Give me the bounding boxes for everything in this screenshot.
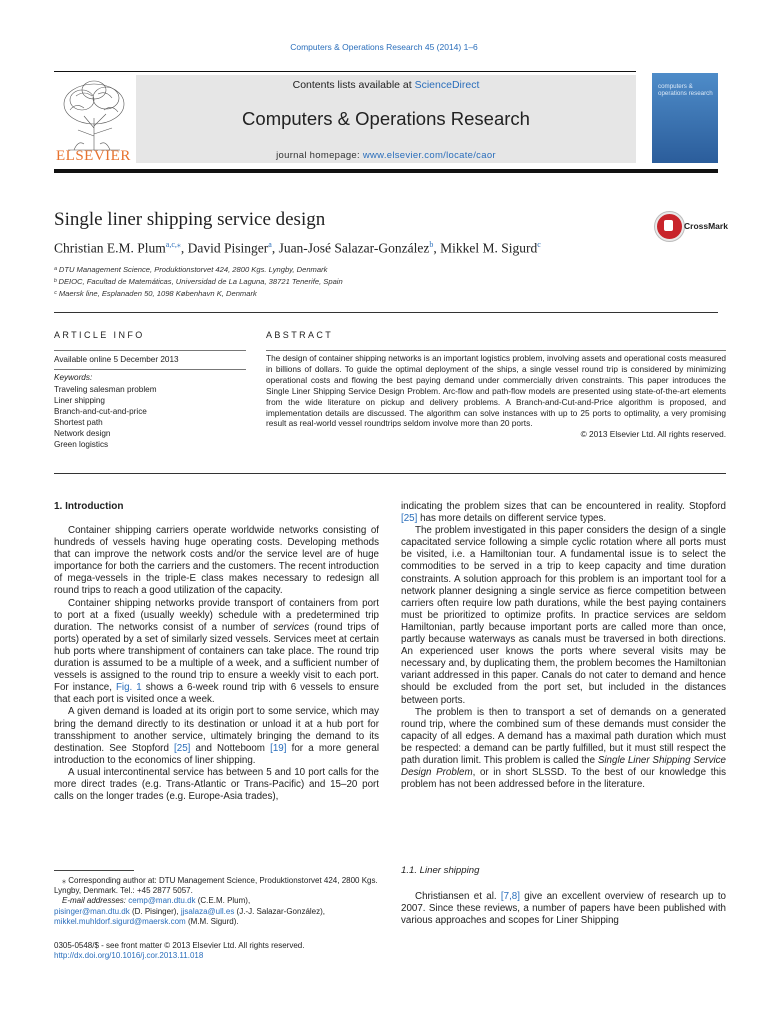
paragraph: The problem is then to transport a set of demands on a generated round trip, where the combined sum of these demands must consider the capacity of all edges. A demand has a maximal path duration which must be respected: a demand can be partly fulfilled, but it must still respect the path duration limit. This problem is called the Single Liner Shipping Service Design Problem, or in short SLSSD. To the best of our knowledge this problem has not been addressed before in the literature. bbox=[401, 706, 726, 791]
author-name: David Pisinger bbox=[187, 240, 269, 256]
issn-line: 0305-0548/$ - see front matter © 2013 Elsevier Ltd. All rights reserved. bbox=[54, 941, 305, 950]
keyword-list bbox=[54, 384, 157, 450]
paragraph: Christiansen et al. [7,8] give an excellent overview of research up to 2007. Since these reviews, a number of papers have been published with various approaches and scopes for Liner Shipping bbox=[401, 891, 726, 927]
top-rule bbox=[54, 71, 636, 72]
sciencedirect-link[interactable]: ScienceDirect bbox=[414, 79, 480, 91]
journal-homepage-link[interactable]: www.elsevier.com/locate/caor bbox=[362, 150, 496, 161]
paragraph: indicating the problem sizes that can be encountered in reality. Stopford [25] has more details on different service types. bbox=[401, 501, 726, 525]
abstract-bottom-rule bbox=[54, 473, 726, 474]
crossmark-icon[interactable] bbox=[655, 212, 684, 241]
author-affil-sup[interactable]: b bbox=[429, 240, 434, 249]
journal-masthead bbox=[136, 75, 636, 163]
reference-link[interactable]: [25] bbox=[174, 742, 191, 754]
footnotes bbox=[54, 876, 380, 927]
email-link[interactable]: jjsalaza@ull.es bbox=[180, 906, 235, 916]
keyword: Branch-and-cut-and-price bbox=[54, 407, 147, 416]
author-affil-sup[interactable]: c bbox=[537, 240, 541, 249]
masthead-rule bbox=[54, 169, 718, 173]
journal-homepage-line: journal homepage: www.elsevier.com/locate/caor bbox=[276, 150, 496, 161]
subsection-heading: 1.1. Liner shipping bbox=[401, 865, 480, 876]
keyword: Network design bbox=[54, 429, 111, 438]
paragraph: Container shipping carriers operate worldwide networks consisting of hundreds of vessels having huge operating costs. Developing methods that can improve the network costs and/or the service level are of huge importance for both the carriers and the customers. The recent introduction of mega-vessels in the triple-E class makes necessary to redesign all round trips to reach a good utilization of the capacity. bbox=[54, 525, 379, 597]
affiliation: ᵃ DTU Management Science, Produktionstorvet 424, 2800 Kgs. Lyngby, Denmark bbox=[54, 265, 328, 274]
journal-cover-thumbnail[interactable] bbox=[652, 73, 718, 163]
reference-link[interactable]: [25] bbox=[401, 513, 418, 525]
journal-citation[interactable]: Computers & Operations Research 45 (2014) 1–6 bbox=[290, 42, 478, 52]
author-name: Christian E.M. Plum bbox=[54, 240, 166, 256]
email-addresses-cont: mikkel.muhldorf.sigurd@maersk.com (M.M. Sigurd). bbox=[54, 916, 239, 926]
corresponding-star[interactable]: ⁎ bbox=[176, 240, 181, 249]
journal-title: Computers & Operations Research bbox=[242, 108, 530, 129]
section-heading: 1. Introduction bbox=[54, 501, 124, 512]
keyword: Shortest path bbox=[54, 418, 103, 427]
abstract-rule bbox=[266, 350, 726, 351]
keyword: Liner shipping bbox=[54, 396, 105, 405]
keywords-label: Keywords: bbox=[54, 373, 93, 382]
article-info-heading: ARTICLE INFO bbox=[54, 330, 145, 340]
keyword: Green logistics bbox=[54, 440, 109, 449]
email-link[interactable]: cemp@man.dtu.dk bbox=[128, 896, 196, 906]
article-title: Single liner shipping service design bbox=[54, 209, 326, 230]
email-link[interactable]: mikkel.muhldorf.sigurd@maersk.com bbox=[54, 916, 186, 926]
reference-link[interactable]: [7,8] bbox=[500, 891, 520, 902]
available-online: Available online 5 December 2013 bbox=[54, 355, 179, 364]
right-column-continued bbox=[401, 891, 726, 927]
right-column bbox=[401, 501, 726, 791]
email-addresses-cont: pisinger@man.dtu.dk (D. Pisinger), jjsalaza@ull.es (J.-J. Salazar-González), bbox=[54, 906, 326, 916]
article-info-rule bbox=[54, 350, 246, 351]
paragraph: The problem investigated in this paper considers the design of a single capacitated service following a simple cyclic rotation where all ports must be visited, i.e. a Hamiltonian tour. A fundamental issue is to select the commodities to be served in a trip to keep capacity and time duration constraints. A solution approach for this problem is an important tool for a network planner designing a single service as fierce competition between carriers often require low path durations, while the best paying containers must be prioritized to optimize profits. In practice services are seldom Hamiltonian, partly because important ports are called more than once, partly because waterways as canals must be traversed in both directions. An experienced user knows the ports where several visits may be necessary and, by duplicating them, the problem becomes the Hamiltonian variant addressed in this paper. Canals do not cater to demand and hence should be excluded from the port set, but included in the distances between ports. bbox=[401, 525, 726, 706]
affiliation: ᵇ DEIOC, Facultad de Matemáticas, Universidad de La Laguna, 38721 Tenerife, Spain bbox=[54, 277, 343, 286]
author-affil-sup[interactable]: a,c, bbox=[165, 240, 177, 249]
left-column bbox=[54, 525, 379, 803]
article-info-rule bbox=[54, 369, 246, 370]
abstract-heading: ABSTRACT bbox=[266, 330, 334, 340]
figure-link[interactable]: Fig. 1 bbox=[115, 682, 142, 694]
cover-title: computers & operations research bbox=[658, 83, 713, 97]
header-divider bbox=[54, 312, 718, 313]
author-list: Christian E.M. Plum$^{a,c,⁎}$, David Pisinger$^a$, Juan-José Salazar-González$^b$, Mikkel M. Sigurd$^c$ bbox=[54, 240, 541, 256]
contents-line: Contents lists available at ScienceDirect bbox=[292, 79, 480, 91]
crossmark-label[interactable]: CrossMark bbox=[684, 221, 728, 231]
reference-link[interactable]: [19] bbox=[270, 742, 287, 754]
crossmark-bookmark-icon bbox=[664, 220, 673, 231]
elsevier-tree-icon bbox=[54, 76, 134, 152]
corresponding-author-note: ⁎ Corresponding author at: DTU Management Science, Produktionstorvet 424, 2800 Kgs. Lyngby, Denmark. Tel.: +45 2877 5057. bbox=[54, 876, 378, 896]
front-matter bbox=[54, 941, 380, 961]
elsevier-wordmark: ELSEVIER bbox=[56, 148, 131, 164]
doi-link[interactable]: http://dx.doi.org/10.1016/j.cor.2013.11.018 bbox=[54, 951, 204, 961]
email-addresses: E-mail addresses: cemp@man.dtu.dk (C.E.M. Plum), bbox=[62, 896, 251, 906]
paragraph: A given demand is loaded at its origin port to some service, which may bring the demand directly to its destination or unload it at a hub port for transshipment to another service, ultimately bringing the demand to its destination. See Stopford [25] and Notteboom [19] for a more general introduction to the economics of liner shipping. bbox=[54, 706, 379, 766]
email-link[interactable]: pisinger@man.dtu.dk bbox=[54, 906, 130, 916]
author-affil-sup[interactable]: a bbox=[268, 240, 272, 249]
abstract-copyright: © 2013 Elsevier Ltd. All rights reserved. bbox=[580, 429, 726, 440]
author-name: Mikkel M. Sigurd bbox=[440, 240, 538, 256]
author-name: Juan-José Salazar-González bbox=[278, 240, 430, 256]
paragraph: A usual intercontinental service has between 5 and 10 port calls for the more direct trades (e.g. Trans-Atlantic or Trans-Pacific) and 15–20 port calls on the longer trades (e.g. Europe-Asia trades), bbox=[54, 766, 379, 803]
affiliation: ᶜ Maersk line, Esplanaden 50, 1098 København K, Denmark bbox=[54, 289, 257, 298]
footnote-rule bbox=[54, 870, 134, 871]
abstract-text: The design of container shipping networks is an important logistics problem, involving assets and operational costs measured in billions of dollars. To guide the optimal deployment of the ships, a single vessel round trip is considered by minimizing operational costs and flowing the best paying demand under commercially driven constraints. This paper introduces the Single Liner Shipping Service Design Problem. Arc-flow and path-flow models are presented using state-of-the-art elements from the wide literature on pickup and delivery problems. A Branch-and-Cut-and-Price algorithm is proposed, and implementation details are discussed. The algorithm can solve instances with up to 25 ports to optimality, a very promising result as real-world vessel roundtrips seldom involve more than 20 ports. © 2013 Elsevier Ltd. All rights reserved. bbox=[266, 353, 726, 440]
elsevier-logo[interactable] bbox=[54, 76, 134, 166]
keyword: Traveling salesman problem bbox=[54, 385, 157, 394]
paragraph: Container shipping networks provide transport of containers from port to port at a fixed (usually weekly) schedule with a predetermined trip duration. The networks consist of a number of services (round trips of ports) operated by a set of similarly sized vessels. Services meet at certain hub ports where transhipment of containers can take place. The round trip duration is assumed to be a multiple of a week, and a sufficient number of vessels is assigned to the round trip to ensure a weekly visit to each port. For instance, Fig. 1 shows a 6-week round trip with 6 vessels to ensure that each port is visited once a week. bbox=[54, 597, 379, 706]
